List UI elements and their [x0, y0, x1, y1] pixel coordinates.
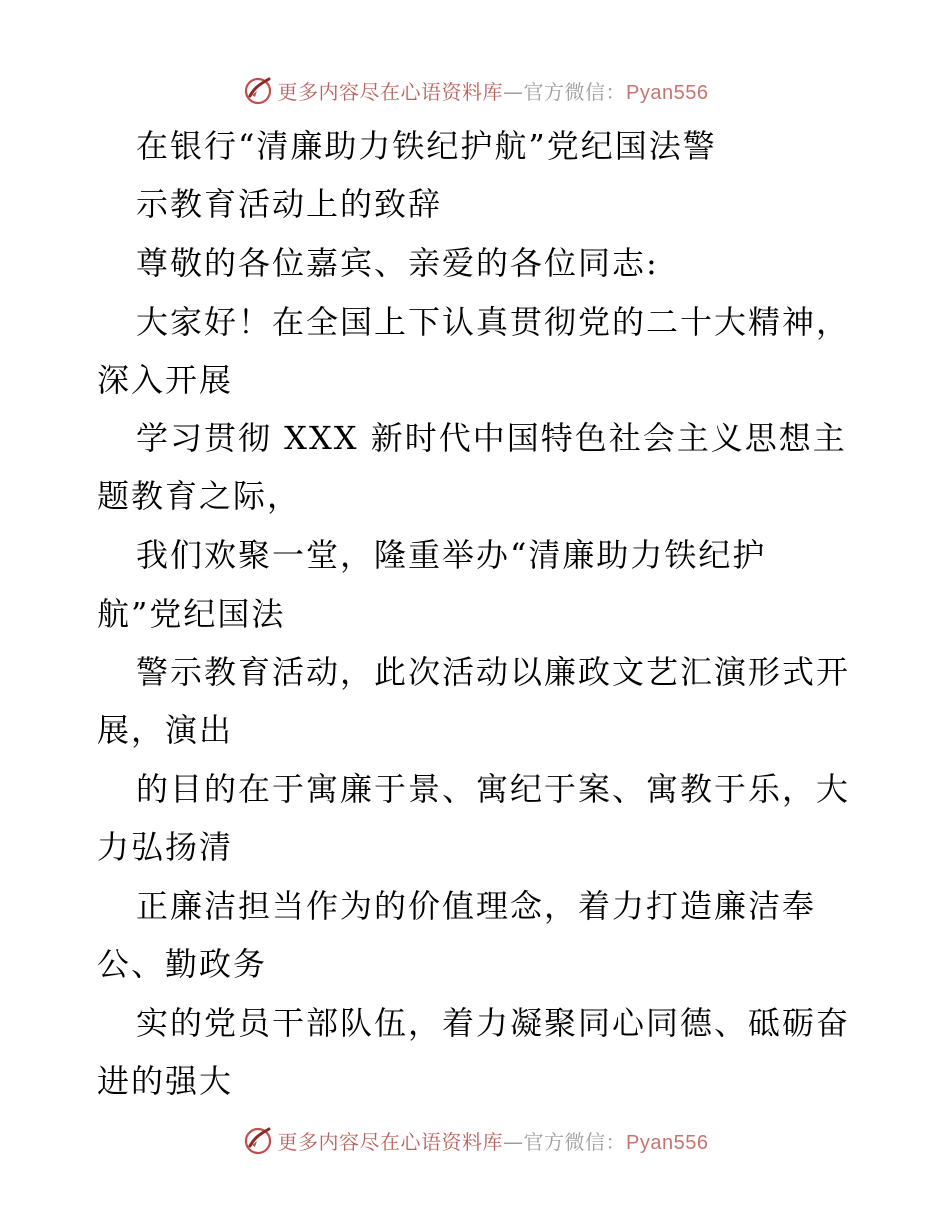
- watermark-dash-text: —官方微信：: [503, 79, 627, 104]
- paragraph-line: 航”党纪国法: [97, 595, 286, 633]
- title-line-1: 在银行“清廉助力铁纪护航”党纪国法警: [136, 127, 717, 165]
- paragraph-line: 深入开展: [97, 361, 234, 399]
- paragraph-line: 进的强大: [97, 1062, 234, 1100]
- watermark-wechat-id: Pyan556: [626, 1131, 709, 1154]
- watermark-text: 更多内容尽在心语资料库: [277, 79, 504, 104]
- brush-logo-icon: [242, 74, 274, 106]
- header-watermark: [0, 70, 950, 110]
- paragraph-line: 实的党员干部队伍，着力凝聚同心同德、砥砺奋: [136, 1004, 851, 1042]
- salutation-line: 尊敬的各位嘉宾、亲爱的各位同志:: [136, 244, 659, 282]
- watermark-text: 更多内容尽在心语资料库: [277, 1129, 504, 1154]
- paragraph-line: 学习贯彻 XXX 新时代中国特色社会主义思想主: [136, 419, 847, 457]
- brush-logo-icon: [242, 1124, 274, 1156]
- paragraph-line: 正廉洁担当作为的价值理念，着力打造廉洁奉: [136, 887, 817, 925]
- paragraph-line: 大家好！在全国上下认真贯彻党的二十大精神，: [136, 303, 851, 341]
- watermark-wechat-id: Pyan556: [626, 81, 709, 104]
- paragraph-line: 的目的在于寓廉于景、寓纪于案、寓教于乐，大: [136, 770, 851, 808]
- paragraph-line: 力弘扬清: [97, 828, 234, 866]
- paragraph-line: 警示教育活动，此次活动以廉政文艺汇演形式开: [136, 653, 851, 691]
- watermark-dash-text: —官方微信：: [503, 1129, 627, 1154]
- paragraph-line: 展，演出: [97, 711, 234, 749]
- title-line-2: 示教育活动上的致辞: [136, 185, 443, 223]
- paragraph-line: 公、勤政务: [97, 945, 268, 983]
- paragraph-line: 题教育之际，: [97, 477, 302, 515]
- paragraph-line: 我们欢聚一堂，隆重举办“清廉助力铁纪护: [136, 536, 767, 574]
- footer-watermark: [0, 1120, 950, 1160]
